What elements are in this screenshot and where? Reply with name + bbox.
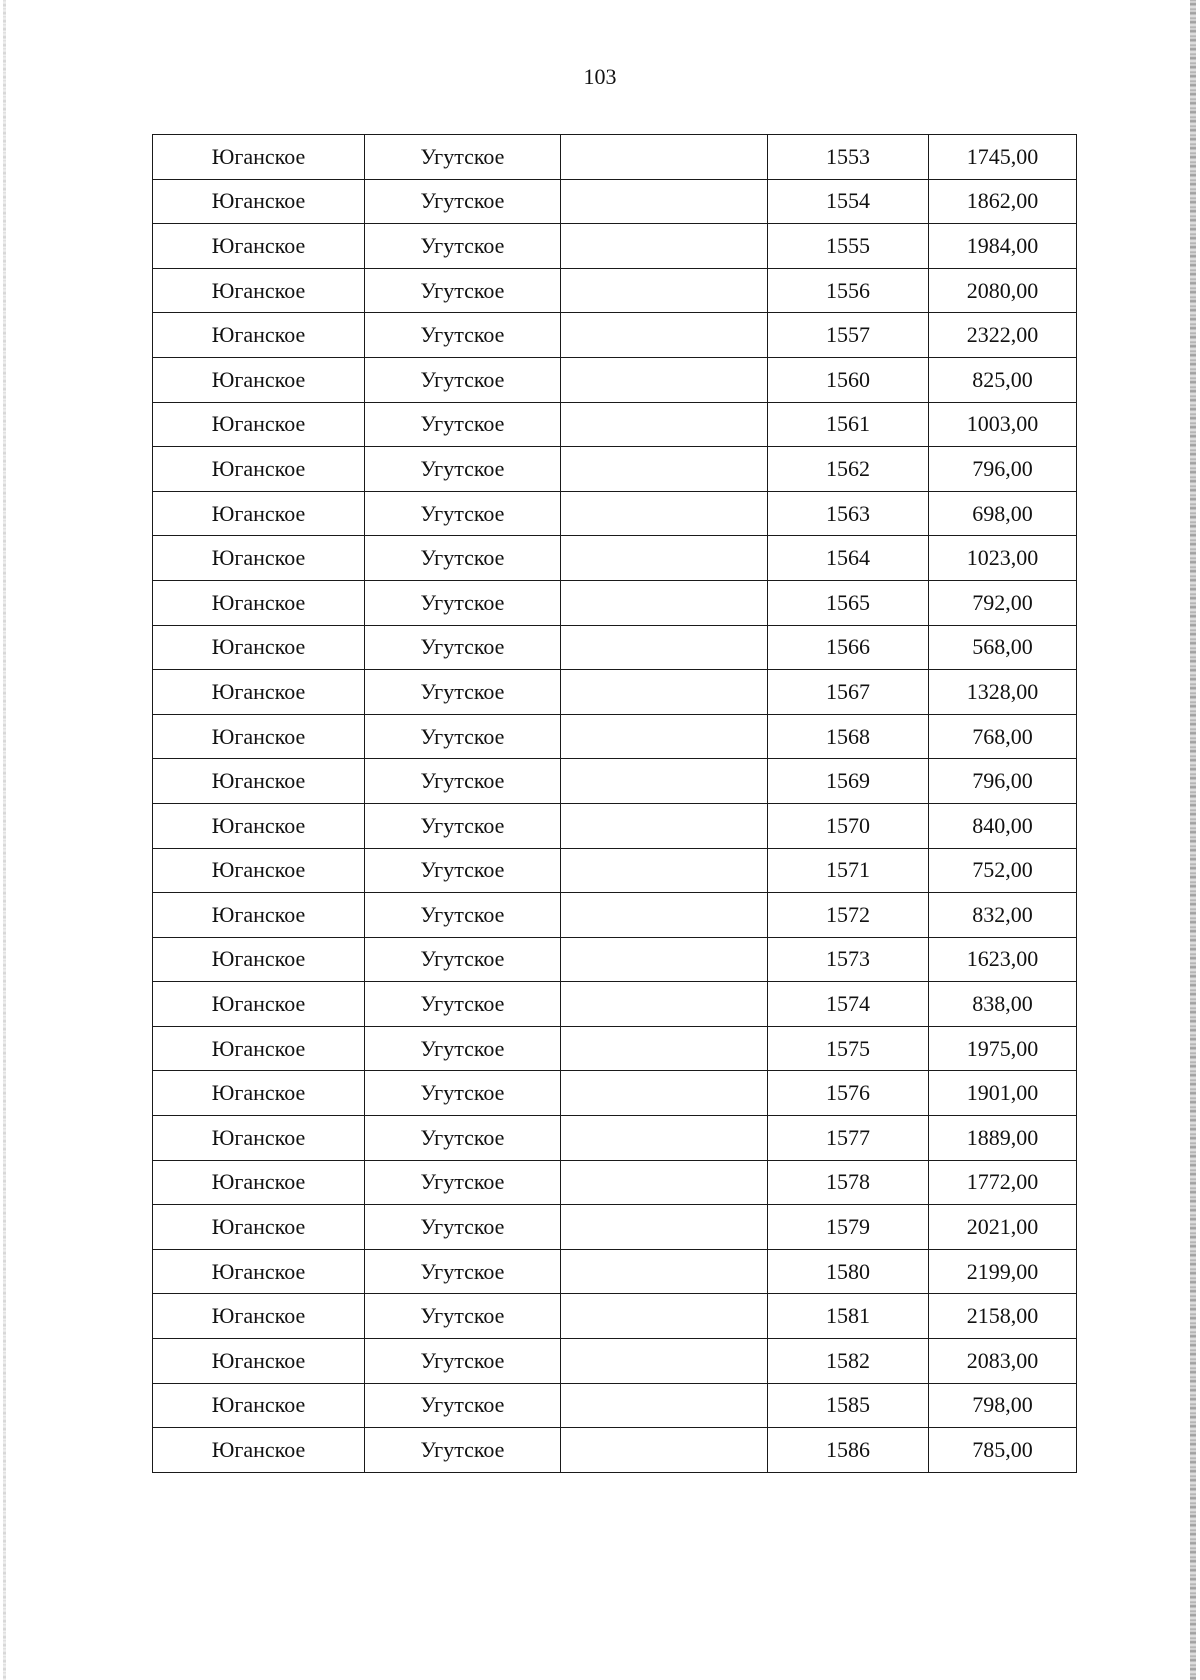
empty-cell xyxy=(561,313,768,358)
table-row xyxy=(153,1428,1077,1473)
deposit-cell: Юганское xyxy=(153,1026,365,1071)
empty-cell xyxy=(561,536,768,581)
empty-cell xyxy=(561,1339,768,1384)
number-cell: 1554 xyxy=(768,179,929,224)
empty-cell xyxy=(561,670,768,715)
table-row xyxy=(153,1160,1077,1205)
empty-cell xyxy=(561,1116,768,1161)
table-row xyxy=(153,1205,1077,1250)
table-row xyxy=(153,135,1077,180)
area-cell: Угутское xyxy=(365,1428,561,1473)
value-cell: 792,00 xyxy=(929,580,1077,625)
value-cell: 1772,00 xyxy=(929,1160,1077,1205)
number-cell: 1582 xyxy=(768,1339,929,1384)
table-row xyxy=(153,179,1077,224)
empty-cell xyxy=(561,803,768,848)
area-cell: Угутское xyxy=(365,580,561,625)
empty-cell xyxy=(561,848,768,893)
deposit-cell: Юганское xyxy=(153,1428,365,1473)
value-cell: 796,00 xyxy=(929,759,1077,804)
deposit-cell: Юганское xyxy=(153,447,365,492)
value-cell: 1623,00 xyxy=(929,937,1077,982)
value-cell: 1328,00 xyxy=(929,670,1077,715)
data-table xyxy=(152,134,1077,1473)
table-row xyxy=(153,580,1077,625)
empty-cell xyxy=(561,402,768,447)
scan-edge-left xyxy=(3,0,6,1680)
empty-cell xyxy=(561,491,768,536)
number-cell: 1585 xyxy=(768,1383,929,1428)
number-cell: 1567 xyxy=(768,670,929,715)
empty-cell xyxy=(561,357,768,402)
deposit-cell: Юганское xyxy=(153,580,365,625)
empty-cell xyxy=(561,1071,768,1116)
table-row xyxy=(153,625,1077,670)
table-row xyxy=(153,402,1077,447)
area-cell: Угутское xyxy=(365,268,561,313)
deposit-cell: Юганское xyxy=(153,1383,365,1428)
area-cell: Угутское xyxy=(365,848,561,893)
deposit-cell: Юганское xyxy=(153,982,365,1027)
scan-edge-right xyxy=(1190,0,1196,1680)
value-cell: 1975,00 xyxy=(929,1026,1077,1071)
empty-cell xyxy=(561,179,768,224)
number-cell: 1562 xyxy=(768,447,929,492)
table-row xyxy=(153,1339,1077,1384)
empty-cell xyxy=(561,135,768,180)
area-cell: Угутское xyxy=(365,357,561,402)
area-cell: Угутское xyxy=(365,803,561,848)
deposit-cell: Юганское xyxy=(153,1071,365,1116)
table-row xyxy=(153,313,1077,358)
deposit-cell: Юганское xyxy=(153,1205,365,1250)
value-cell: 752,00 xyxy=(929,848,1077,893)
number-cell: 1569 xyxy=(768,759,929,804)
table-row xyxy=(153,982,1077,1027)
table-row xyxy=(153,937,1077,982)
area-cell: Угутское xyxy=(365,1249,561,1294)
area-cell: Угутское xyxy=(365,1205,561,1250)
deposit-cell: Юганское xyxy=(153,937,365,982)
value-cell: 2158,00 xyxy=(929,1294,1077,1339)
area-cell: Угутское xyxy=(365,1160,561,1205)
deposit-cell: Юганское xyxy=(153,268,365,313)
deposit-cell: Юганское xyxy=(153,357,365,402)
number-cell: 1573 xyxy=(768,937,929,982)
area-cell: Угутское xyxy=(365,402,561,447)
value-cell: 832,00 xyxy=(929,893,1077,938)
value-cell: 1889,00 xyxy=(929,1116,1077,1161)
number-cell: 1576 xyxy=(768,1071,929,1116)
number-cell: 1563 xyxy=(768,491,929,536)
number-cell: 1581 xyxy=(768,1294,929,1339)
empty-cell xyxy=(561,714,768,759)
table-row xyxy=(153,1383,1077,1428)
value-cell: 796,00 xyxy=(929,447,1077,492)
number-cell: 1557 xyxy=(768,313,929,358)
value-cell: 785,00 xyxy=(929,1428,1077,1473)
value-cell: 798,00 xyxy=(929,1383,1077,1428)
deposit-cell: Юганское xyxy=(153,1339,365,1384)
number-cell: 1570 xyxy=(768,803,929,848)
area-cell: Угутское xyxy=(365,179,561,224)
number-cell: 1560 xyxy=(768,357,929,402)
value-cell: 1901,00 xyxy=(929,1071,1077,1116)
empty-cell xyxy=(561,224,768,269)
number-cell: 1577 xyxy=(768,1116,929,1161)
deposit-cell: Юганское xyxy=(153,803,365,848)
area-cell: Угутское xyxy=(365,625,561,670)
value-cell: 2199,00 xyxy=(929,1249,1077,1294)
value-cell: 2083,00 xyxy=(929,1339,1077,1384)
number-cell: 1572 xyxy=(768,893,929,938)
empty-cell xyxy=(561,982,768,1027)
table-row xyxy=(153,803,1077,848)
deposit-cell: Юганское xyxy=(153,1294,365,1339)
number-cell: 1568 xyxy=(768,714,929,759)
deposit-cell: Юганское xyxy=(153,1116,365,1161)
empty-cell xyxy=(561,625,768,670)
table-row xyxy=(153,1071,1077,1116)
number-cell: 1574 xyxy=(768,982,929,1027)
deposit-cell: Юганское xyxy=(153,224,365,269)
value-cell: 840,00 xyxy=(929,803,1077,848)
number-cell: 1586 xyxy=(768,1428,929,1473)
area-cell: Угутское xyxy=(365,1294,561,1339)
area-cell: Угутское xyxy=(365,1071,561,1116)
area-cell: Угутское xyxy=(365,536,561,581)
table-row xyxy=(153,670,1077,715)
deposit-cell: Юганское xyxy=(153,313,365,358)
value-cell: 1023,00 xyxy=(929,536,1077,581)
value-cell: 2322,00 xyxy=(929,313,1077,358)
deposit-cell: Юганское xyxy=(153,1249,365,1294)
empty-cell xyxy=(561,447,768,492)
number-cell: 1564 xyxy=(768,536,929,581)
table-row xyxy=(153,1294,1077,1339)
empty-cell xyxy=(561,1160,768,1205)
area-cell: Угутское xyxy=(365,982,561,1027)
empty-cell xyxy=(561,1249,768,1294)
number-cell: 1565 xyxy=(768,580,929,625)
table-row xyxy=(153,536,1077,581)
deposit-cell: Юганское xyxy=(153,848,365,893)
number-cell: 1580 xyxy=(768,1249,929,1294)
value-cell: 825,00 xyxy=(929,357,1077,402)
table-row xyxy=(153,714,1077,759)
value-cell: 698,00 xyxy=(929,491,1077,536)
area-cell: Угутское xyxy=(365,893,561,938)
area-cell: Угутское xyxy=(365,447,561,492)
number-cell: 1553 xyxy=(768,135,929,180)
table-row xyxy=(153,224,1077,269)
value-cell: 838,00 xyxy=(929,982,1077,1027)
number-cell: 1566 xyxy=(768,625,929,670)
area-cell: Угутское xyxy=(365,670,561,715)
value-cell: 1862,00 xyxy=(929,179,1077,224)
number-cell: 1556 xyxy=(768,268,929,313)
number-cell: 1555 xyxy=(768,224,929,269)
area-cell: Угутское xyxy=(365,224,561,269)
table-row xyxy=(153,268,1077,313)
area-cell: Угутское xyxy=(365,759,561,804)
deposit-cell: Юганское xyxy=(153,714,365,759)
number-cell: 1561 xyxy=(768,402,929,447)
deposit-cell: Юганское xyxy=(153,1160,365,1205)
value-cell: 768,00 xyxy=(929,714,1077,759)
empty-cell xyxy=(561,1428,768,1473)
value-cell: 1003,00 xyxy=(929,402,1077,447)
empty-cell xyxy=(561,759,768,804)
deposit-cell: Юганское xyxy=(153,670,365,715)
area-cell: Угутское xyxy=(365,714,561,759)
empty-cell xyxy=(561,1205,768,1250)
deposit-cell: Юганское xyxy=(153,536,365,581)
value-cell: 1745,00 xyxy=(929,135,1077,180)
table-row xyxy=(153,447,1077,492)
area-cell: Угутское xyxy=(365,491,561,536)
empty-cell xyxy=(561,580,768,625)
empty-cell xyxy=(561,268,768,313)
number-cell: 1579 xyxy=(768,1205,929,1250)
area-cell: Угутское xyxy=(365,937,561,982)
area-cell: Угутское xyxy=(365,313,561,358)
empty-cell xyxy=(561,1383,768,1428)
deposit-cell: Юганское xyxy=(153,625,365,670)
area-cell: Угутское xyxy=(365,1383,561,1428)
value-cell: 568,00 xyxy=(929,625,1077,670)
table-row xyxy=(153,1026,1077,1071)
table-row xyxy=(153,491,1077,536)
table-row xyxy=(153,893,1077,938)
deposit-cell: Юганское xyxy=(153,893,365,938)
deposit-cell: Юганское xyxy=(153,402,365,447)
table-row xyxy=(153,848,1077,893)
table-row xyxy=(153,759,1077,804)
value-cell: 1984,00 xyxy=(929,224,1077,269)
area-cell: Угутское xyxy=(365,135,561,180)
empty-cell xyxy=(561,1026,768,1071)
empty-cell xyxy=(561,893,768,938)
empty-cell xyxy=(561,937,768,982)
value-cell: 2021,00 xyxy=(929,1205,1077,1250)
area-cell: Угутское xyxy=(365,1026,561,1071)
deposit-cell: Юганское xyxy=(153,759,365,804)
table-row xyxy=(153,1116,1077,1161)
number-cell: 1575 xyxy=(768,1026,929,1071)
deposit-cell: Юганское xyxy=(153,179,365,224)
area-cell: Угутское xyxy=(365,1339,561,1384)
table-row xyxy=(153,357,1077,402)
page-number: 103 xyxy=(583,64,617,89)
table-row xyxy=(153,1249,1077,1294)
number-cell: 1578 xyxy=(768,1160,929,1205)
deposit-cell: Юганское xyxy=(153,491,365,536)
number-cell: 1571 xyxy=(768,848,929,893)
deposit-cell: Юганское xyxy=(153,135,365,180)
table-body xyxy=(153,135,1077,1473)
value-cell: 2080,00 xyxy=(929,268,1077,313)
empty-cell xyxy=(561,1294,768,1339)
area-cell: Угутское xyxy=(365,1116,561,1161)
